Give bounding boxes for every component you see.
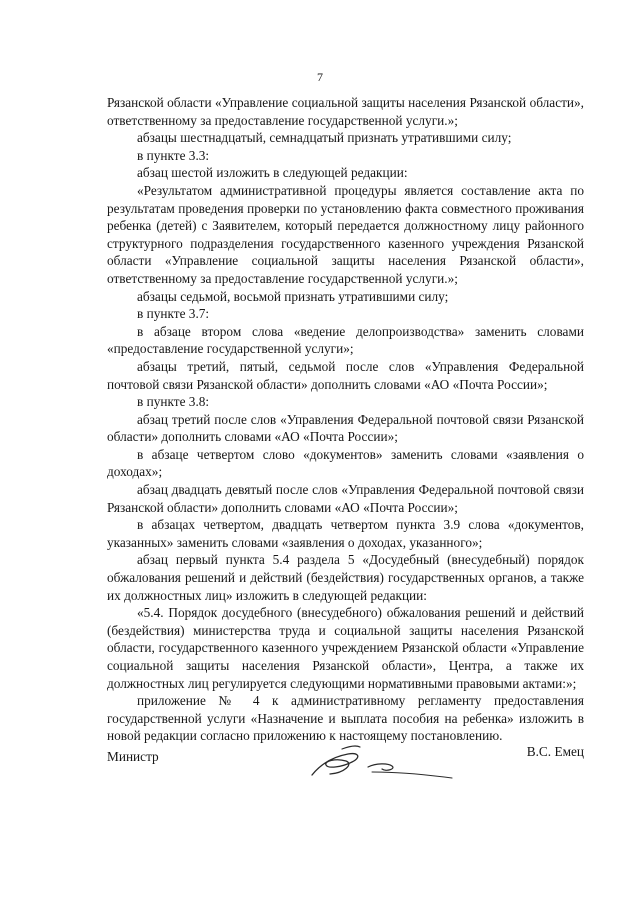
paragraph: приложение № 4 к административному регламенту предоставления государственной услуги «Назначение и выплата пособия на ребенка» изложить в новой редакции согласно приложению к настоящему постановлению. — [107, 693, 584, 744]
paragraph: абзац первый пункта 5.4 раздела 5 «Досудебный (внесудебный) порядок обжалования решений и действий (бездействия) государственных органов, а также их должностных лиц» изложить в следующей редакции: — [107, 552, 584, 603]
handwritten-signature — [302, 741, 462, 793]
paragraph: абзац шестой изложить в следующей редакции: — [137, 165, 408, 181]
paragraph: «Результатом административной процедуры является составление акта по результатам проведения проверки по установлению факта совместного проживания ребенка (детей) с Заявителем, который передается должностному лицу районного структурного подразделения государственного казенного учреждения Рязанской области «Управление социальной защиты населения Рязанской области», ответственному за предоставление государственной услуги.»; — [107, 182, 584, 286]
paragraph: в абзаце четвертом слово «документов» заменить словами «заявления о доходах»; — [107, 446, 584, 480]
paragraph: абзацы шестнадцатый, семнадцатый признать утратившими силу; — [137, 130, 512, 146]
document-body — [107, 94, 584, 745]
paragraph: абзацы третий, пятый, седьмой после слов «Управления Федеральной почтовой связи Рязанской области» дополнить словами «АО «Почта России»; — [107, 358, 584, 392]
page-number: 7 — [317, 70, 323, 84]
signer-name: В.С. Емец — [526, 744, 584, 759]
paragraph: «5.4. Порядок досудебного (внесудебного) обжалования решений и действий (бездействия) министерства труда и социальной защиты населения Рязанской области, государственного казенного учреждением Рязанской области «Управление социальной защиты населения Рязанской области», Центра, а также их должностных лиц регулируется следующими нормативными правовыми актами:»; — [107, 605, 584, 691]
signature-block — [107, 741, 584, 801]
paragraph: в абзаце втором слова «ведение делопроизводства» заменить словами «предоставление государственной услуги»; — [107, 323, 584, 357]
paragraph: в пункте 3.3: — [137, 147, 210, 163]
paragraph: абзац двадцать девятый после слов «Управления Федеральной почтовой связи Рязанской области» дополнить словами «АО «Почта России»; — [107, 482, 584, 515]
paragraph: Рязанской области «Управление социальной защиты населения Рязанской области», ответственному за предоставление государственной услуги.»; — [107, 95, 584, 128]
paragraph: абзацы седьмой, восьмой признать утратившими силу; — [137, 288, 449, 304]
paragraph: в пункте 3.7: — [137, 306, 210, 322]
paragraph: в пункте 3.8: — [137, 394, 210, 410]
signer-position: Министр — [107, 749, 159, 764]
paragraph: в абзацах четвертом, двадцать четвертом пункта 3.9 слова «документов, указанных» заменить словами «заявления о доходах, указанного»; — [107, 517, 584, 550]
paragraph: абзац третий после слов «Управления Федеральной почтовой связи Рязанской области» дополнить словами «АО «Почта России»; — [107, 411, 584, 445]
